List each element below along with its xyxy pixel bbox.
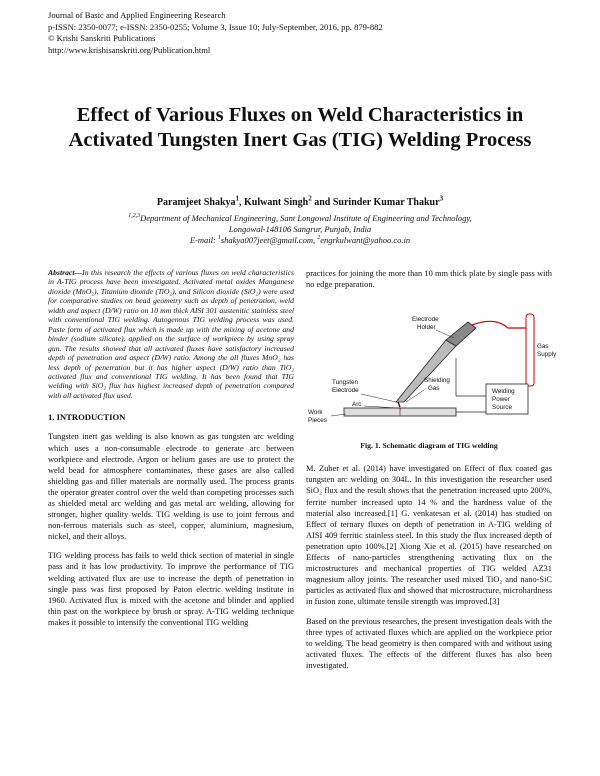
email-prefix: E-mail: [189,235,218,245]
torch-shape [396,340,456,402]
journal-url[interactable]: http://www.krishisanskriti.org/Publication.html [48,44,211,55]
journal-name: Journal of Basic and Applied Engineering Research [48,10,226,20]
affiliation-emails [60,235,540,246]
label-tungsten-2: Electrode [332,387,359,395]
email-1[interactable]: shakya007jeet@gmail.com, [220,235,318,245]
electrode-tip-shape [398,402,400,407]
author-list [40,194,560,208]
journal-header [48,10,383,56]
author-2: Kulwant Singh [244,197,309,208]
right-paragraph-2: M. Zuber et al. (2014) have investigated on Effect of flux coated gas tungsten arc welding on 304L. In this investigation the researcher used SiO₂ flux and the result shows that the penetration increased upto 200%, ferrite number increased upto 14 % and the hardness value of the material also increased.[1] G. venkatesan et al. (2014) has studied on Effect of ternary fluxes on depth of penetration in A-TIG welding of AISI 409 ferritic stainless steel. In this study the flux increased depth of penetration upto 100%.[2] Xiong Xie et al. (2015) have researched on Effects of nano-particles strengthening activating flux on the microstructures and mechanical properties of TIG welded AZ31 magnesium alloy joints. The researcher used mixed TiO₂ and nano-SiC particles as activated flux and showed that microstructure, microhardness in fusion zone, ultimate tensile strength was improved.[3] [306,464,552,607]
journal-issn: p-ISSN: 2350-0077; e-ISSN: 2350-0255; Volume 3, Issue 10; July-September, 2016, pp. 879-882 [48,21,383,32]
section-heading-introduction: 1. INTRODUCTION [48,412,126,423]
author-3: Surinder Kumar Thakur [332,197,440,208]
author-sep-1: , [239,197,245,208]
tig-schematic-diagram [306,298,557,438]
gas-line-shape [472,321,526,328]
paper-title: Effect of Various Fluxes on Weld Characteristics in Activated Tungsten Inert Gas (TIG) Welding Process [68,104,532,151]
affiliation-line-2: Longowal-148106 Sangrur, Punjab, India [228,224,372,234]
label-shielding-2: Gas [428,385,440,393]
right-column [306,268,557,679]
label-arc: Arc [352,401,362,409]
figure-tig-schematic [306,298,557,438]
figure-caption: Fig. 1. Schematic diagram of TIG welding [360,441,498,451]
label-work-2: Pieces [308,417,327,425]
author-3-sup: 3 [439,194,444,203]
affiliation-sup: 1,2,3 [128,213,141,220]
label-electrode-holder-1: Electrode [412,316,439,324]
label-shielding-1: Shielding [424,377,450,385]
label-work-1: Work [308,409,323,417]
abstract-label: Abstract— [48,268,83,277]
author-1-sup: 1 [235,194,240,203]
journal-copyright: © Krishi Sanskriti Publications [48,33,156,44]
affiliation-line-1: Department of Mechanical Engineering, Sant Longowal Institute of Engineering and Technology, [140,213,472,223]
author-2-sup: 2 [308,194,312,203]
affiliation [60,213,540,246]
label-power-2: Power [492,396,510,404]
left-column [48,268,294,636]
email-2-sup: 2 [317,235,321,242]
abstract-text: In this research the effects of various fluxes on weld characteristics in A-TIG process have been investigated. Activated metal oxides Manganese dioxide (MnO₂), Titanium dioxide (TiO₂), and Silicon dioxide (SiO₂) were used for comparative studies on bead geometry such as depth of penetration, weld width and aspect (D/W) ratio on 10 mm thick AISI 301 austenitic stainless steel with conventional TIG welding. Autogenous TIG welding process was used. Paste form of activated flux which is made up with the mixing of acetone and binder (sodium silicate), applied on the surface of workpiece by using spray gun. The results showed that all activated fluxes have satisfactory increased depth of penetration and aspect (D/W) ratio. Among the all fluxes MnO₂ has less depth of penetration but it has higher aspect (D/W) ratio than TiO₂ activated flux and conventional TIG welding. It has been found that TIG welding with SiO₂ flux has highest increased depth of penetration compared with all activated flux used. [48,268,294,400]
right-paragraph-top: practices for joining the more than 10 mm thick plate by single pass with no edge preparation. [306,269,552,290]
label-gas-supply-2: Supply [537,351,557,359]
author-1: Paramjeet Shakya [156,197,236,208]
email-1-sup: 1 [217,235,221,242]
author-sep-2: and [311,197,333,208]
label-electrode-holder-2: Holder [417,324,436,332]
label-gas-supply-1: Gas [537,343,549,351]
gas-cylinder-shape [526,314,534,386]
intro-paragraph-2: TIG welding process has fails to weld thick section of material in single pass and it has low productivity. To improve the performance of TIG welding activated flux are use to increase the depth of penetration in single pass was first proposed by Paton electric welding institute in 1960. Activated flux is mixed with the acetone and blinder and applied thin past on the workpiece by brush or spray. A-TIG welding technique makes it possible to intensify the conventional TIG welding [48,551,294,627]
right-paragraph-3: Based on the previous researches, the present investigation deals with the three types of activated fluxes which are applied on the workpiece prior to welding. The bead geometry is then compared with and without using activated fluxes. The effects of the different fluxes has also been investigated. [306,616,552,670]
label-power-1: Welding [492,388,515,396]
label-tungsten-1: Tungsten [332,379,359,387]
abstract [48,268,294,400]
label-power-3: Source [492,404,512,412]
email-2[interactable]: engrkulwant@yahoo.co.in [320,235,411,245]
intro-paragraph-1: Tungsten inert gas welding is also known as gas tungsten arc welding which uses a non-consumable electrode to generate arc between workpiece and electrode. Argon or helium gases are use to protect the weld bead for atmosphere contaminates, these gases are also called shielding gas and filler materials are normally used. The process grants the operator greater control over the weld than competing processes such as shielded metal arc welding and gas metal arc welding, allowing for stronger, higher quality welds. TIG welding is use to joint ferrous and non-ferrous materials such as steel, copper, aluminium, magnesium, nickel, and their alloys. [48,432,294,542]
